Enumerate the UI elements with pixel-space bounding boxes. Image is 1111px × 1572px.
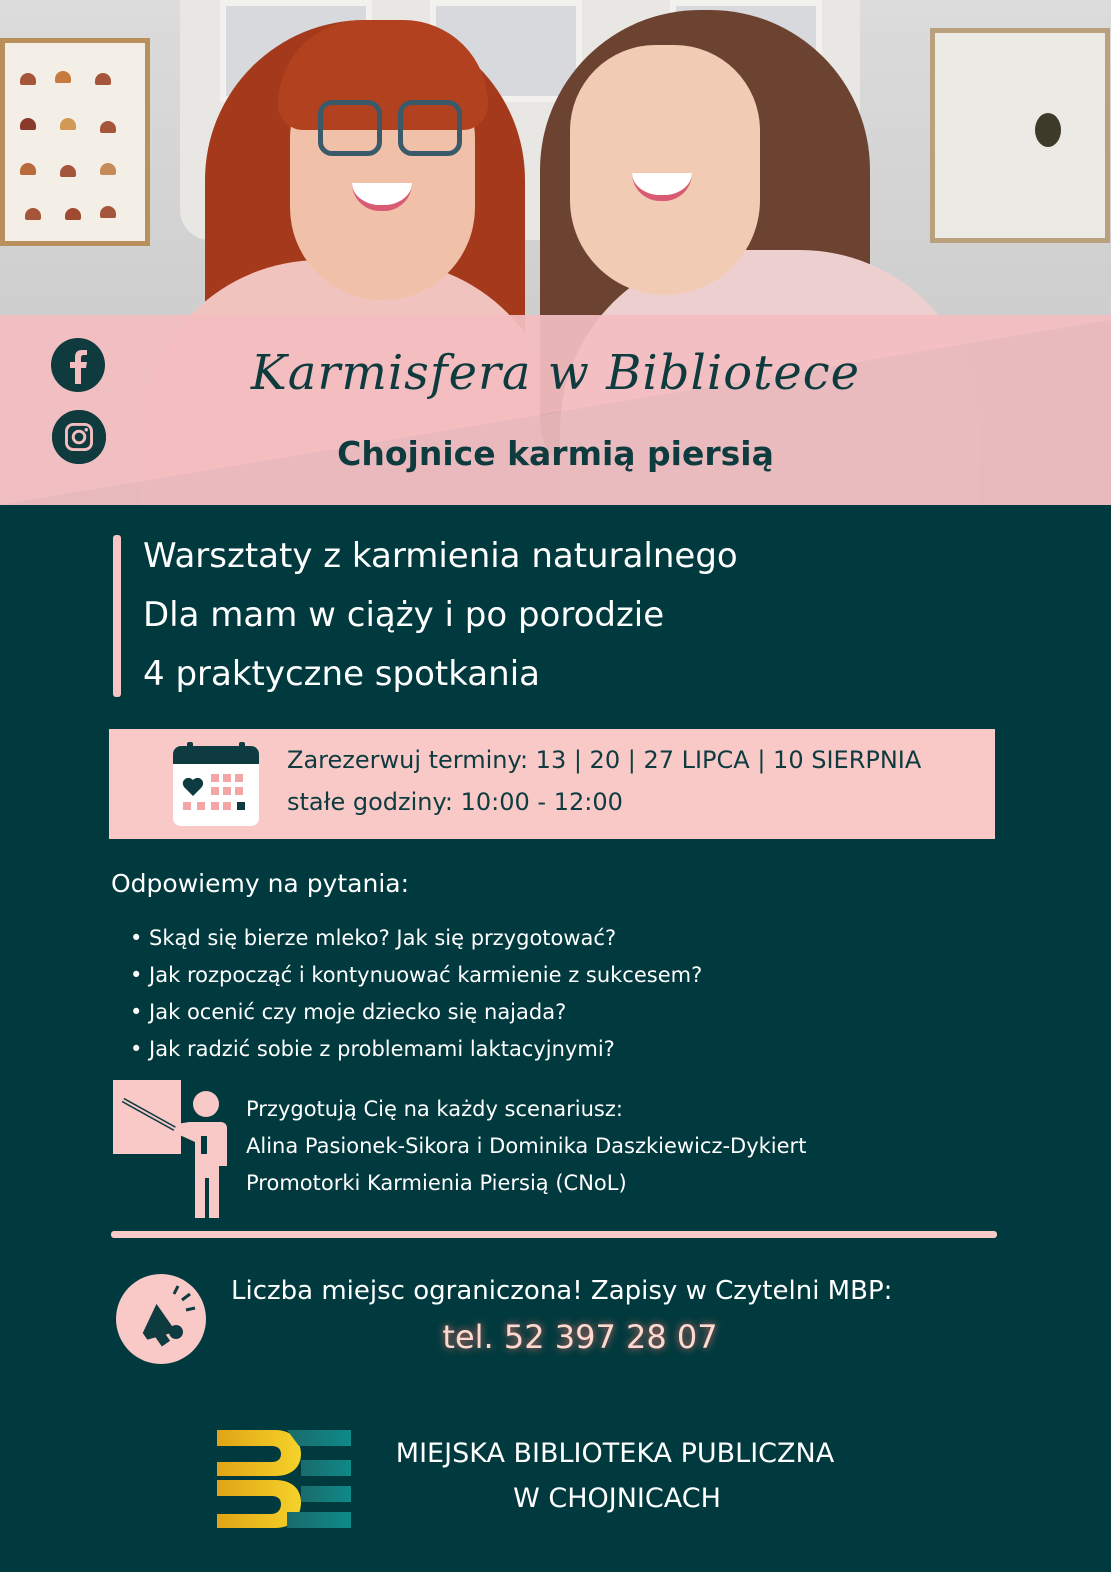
presenter-line: Przygotują Cię na każdy scenariusz:: [246, 1097, 623, 1121]
library-name: MIEJSKA BIBLIOTEKA PUBLICZNA: [395, 1438, 835, 1469]
question-item: • Jak radzić sobie z problemami laktacyjnymi?: [130, 1037, 615, 1061]
insect-poster: [930, 28, 1110, 243]
mushroom-poster: [0, 38, 150, 246]
presenter-line: Alina Pasionek-Sikora i Dominika Daszkiewicz-Dykiert: [246, 1134, 807, 1158]
page-subtitle: Chojnice karmią piersią: [337, 434, 774, 473]
library-city: W CHOJNICACH: [513, 1483, 721, 1514]
teacher-icon: [113, 1080, 233, 1220]
question-item: • Skąd się bierze mleko? Jak się przygotować?: [130, 926, 617, 950]
signup-text: Liczba miejsc ograniczona! Zapisy w Czytelni MBP:: [231, 1276, 893, 1306]
questions-title: Odpowiemy na pytania:: [111, 869, 410, 898]
dates-line: Zarezerwuj terminy: 13 | 20 | 27 LIPCA | 10 SIERPNIA: [287, 746, 922, 774]
intro-line: 4 praktyczne spotkania: [143, 654, 540, 694]
intro-line: Warsztaty z karmienia naturalnego: [143, 536, 738, 576]
glasses: [318, 100, 468, 160]
phone-number[interactable]: tel. 52 397 28 07: [442, 1318, 718, 1356]
question-item: • Jak rozpocząć i kontynuować karmienie z sukcesem?: [130, 963, 703, 987]
calendar-icon: [173, 742, 259, 826]
intro-line: Dla mam w ciąży i po porodzie: [143, 595, 665, 635]
title-banner: [0, 315, 1111, 505]
page-title: Karmisfera w Bibliotece: [250, 345, 861, 401]
library-logo: [217, 1430, 351, 1528]
intro-accent-bar: [113, 535, 121, 697]
question-item: • Jak ocenić czy moje dziecko się najada?: [130, 1000, 567, 1024]
hours-line: stałe godziny: 10:00 - 12:00: [287, 788, 623, 816]
woman-right-face: [570, 45, 760, 295]
presenter-line: Promotorki Karmienia Piersią (CNoL): [246, 1171, 627, 1195]
divider: [111, 1231, 997, 1238]
